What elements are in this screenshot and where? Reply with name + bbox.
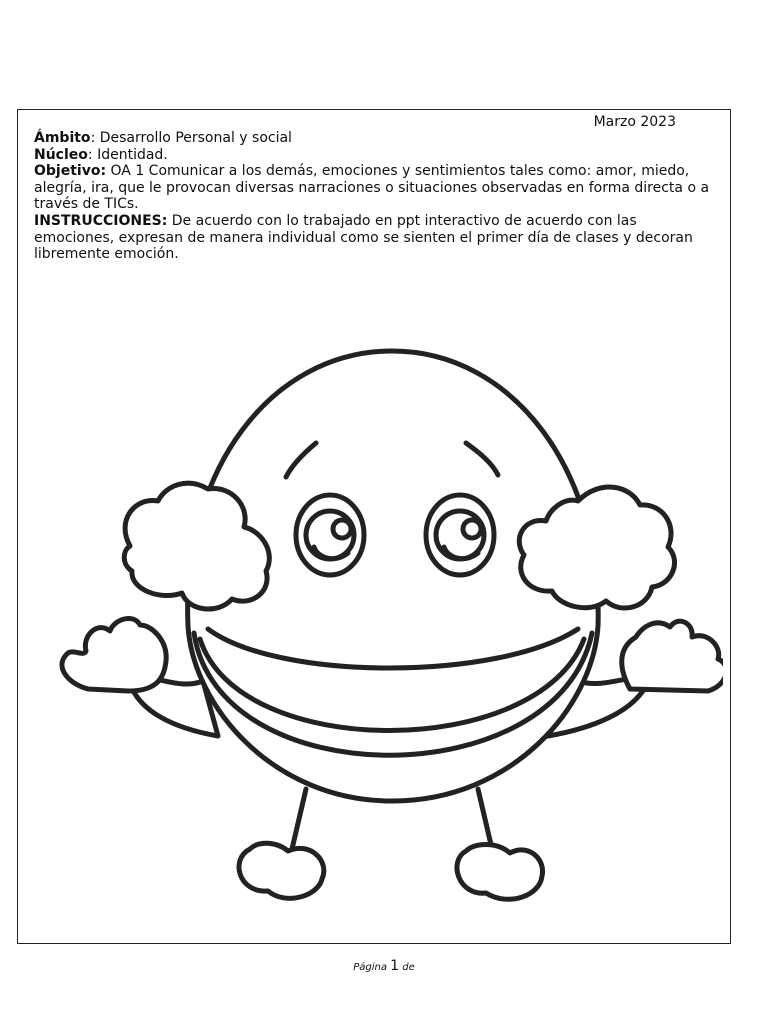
footer-page-number: 1 [390, 958, 400, 974]
right-foot [457, 845, 543, 900]
right-hand [622, 621, 723, 691]
worksheet-instructions [34, 130, 719, 263]
field-instrucciones [34, 213, 719, 263]
left-hand [62, 618, 166, 691]
footer-of-word: de [402, 962, 415, 973]
field-value: Desarrollo Personal y social [99, 130, 292, 146]
field-label: Objetivo: [34, 163, 107, 180]
field-value: OA 1 Comunicar a los demás, emociones y sentimientos tales como: amor, miedo, alegría, ira, que le provocan diversas narraciones o situaciones observadas en forma directa o a través de TICs. [34, 163, 710, 213]
date-label: Marzo 2023 [593, 114, 676, 130]
right-leg [478, 789, 492, 849]
happy-emoji-character-icon [33, 335, 723, 935]
footer-page-word: Página [353, 962, 387, 973]
field-ambito: Ámbito: Desarrollo Personal y social [34, 130, 292, 146]
field-label: Ámbito [34, 130, 91, 146]
field-value: De acuerdo con lo trabajado en ppt interactivo de acuerdo con las emociones, expresan de manera individual como se sienten el primer día de clases y decoran libremente emoción. [34, 212, 693, 263]
field-label: Núcleo [34, 146, 88, 163]
left-eye [296, 495, 364, 575]
left-foot [239, 843, 324, 898]
right-eye [426, 495, 494, 575]
page-footer [0, 958, 768, 974]
field-value: Identidad. [97, 146, 168, 163]
field-nucleo: Núcleo: Identidad. [34, 146, 168, 163]
field-label: INSTRUCCIONES: [34, 212, 168, 229]
left-leg [292, 789, 306, 849]
field-objetivo [34, 163, 719, 213]
worksheet-frame [17, 109, 731, 944]
